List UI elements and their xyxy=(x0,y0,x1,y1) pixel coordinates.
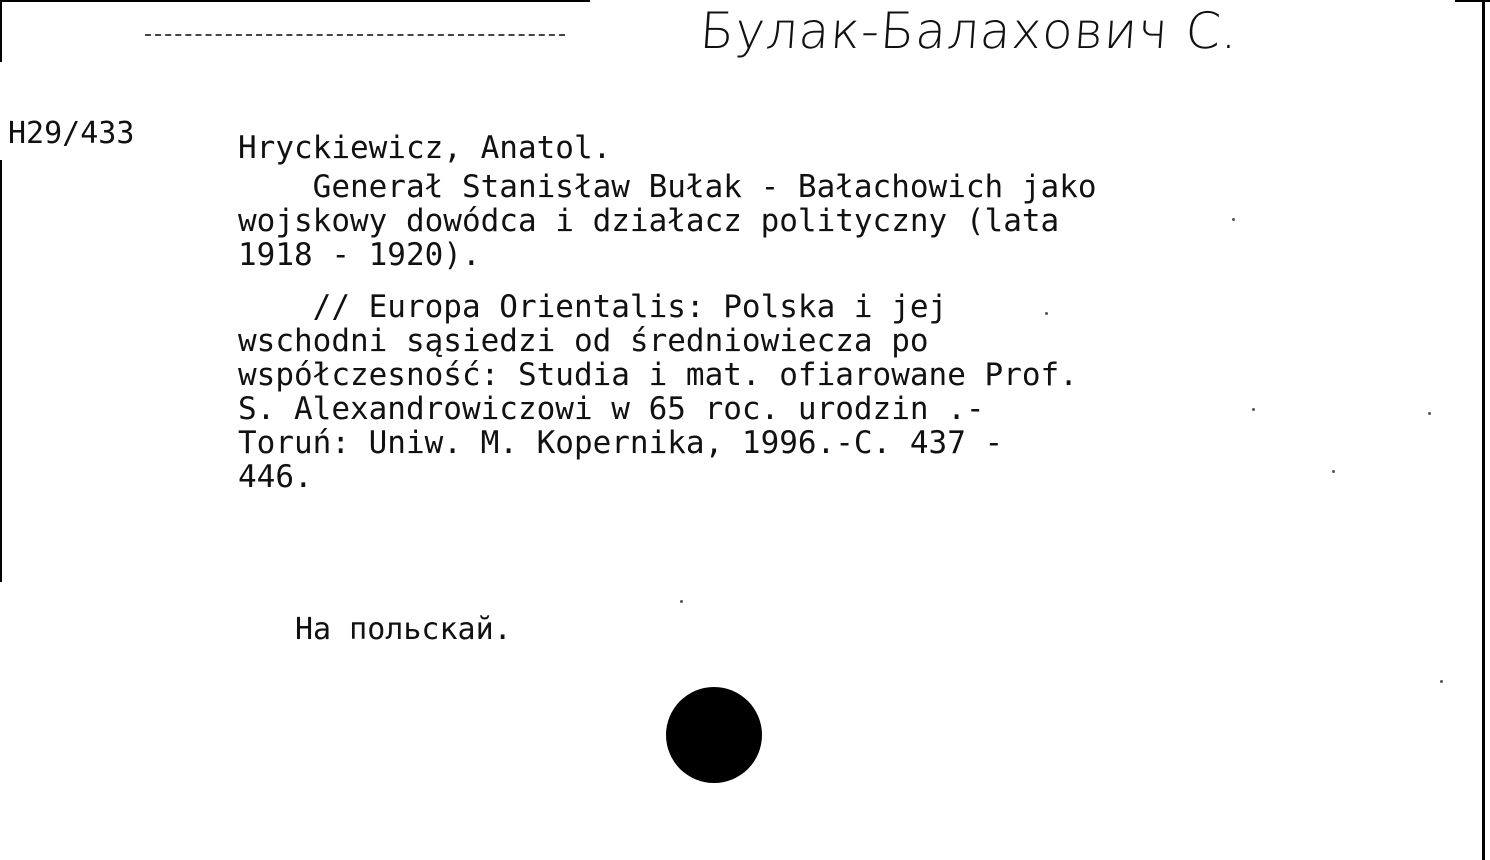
scan-speck xyxy=(1232,218,1235,221)
description-line: S. Alexandrowiczowi w 65 roc. urodzin .- xyxy=(238,391,985,427)
description-line: wojskowy dowódca i działacz polityczny (lata xyxy=(238,203,1060,239)
scan-speck xyxy=(1252,408,1255,411)
card-edge-left xyxy=(0,0,2,62)
shelf-mark: H29/433 xyxy=(8,116,135,151)
card-edge-right xyxy=(1482,0,1485,860)
scan-speck xyxy=(680,600,683,603)
punch-hole xyxy=(666,687,762,783)
description-line: // Europa Orientalis: Polska i jej xyxy=(238,289,948,325)
scan-speck xyxy=(1332,470,1335,473)
scan-speck xyxy=(1428,412,1431,415)
description-line: 1918 - 1920). xyxy=(238,237,481,273)
description-line: wschodni sąsiedzi od średniowiecza po xyxy=(238,323,929,359)
card-edge-top xyxy=(0,0,590,2)
description-line: Toruń: Uniw. M. Kopernika, 1996.-C. 437 - xyxy=(238,425,1004,461)
card-edge-left-lower xyxy=(0,160,2,582)
scan-speck xyxy=(1045,312,1048,315)
handwritten-heading: Булак-Балахович С. xyxy=(697,2,1241,60)
description-line: współczesność: Studia i mat. ofiarowane Prof. xyxy=(238,357,1078,393)
bibliographic-description xyxy=(238,170,1198,494)
language-note: На польскай. xyxy=(295,612,512,647)
description-line: Generał Stanisław Bułak - Bałachowich jako xyxy=(238,169,1097,205)
author-name: Hryckiewicz, Anatol. xyxy=(238,130,612,166)
description-line: 446. xyxy=(238,459,313,495)
card-top-dashed-line xyxy=(145,34,565,36)
scan-speck xyxy=(1440,680,1443,683)
